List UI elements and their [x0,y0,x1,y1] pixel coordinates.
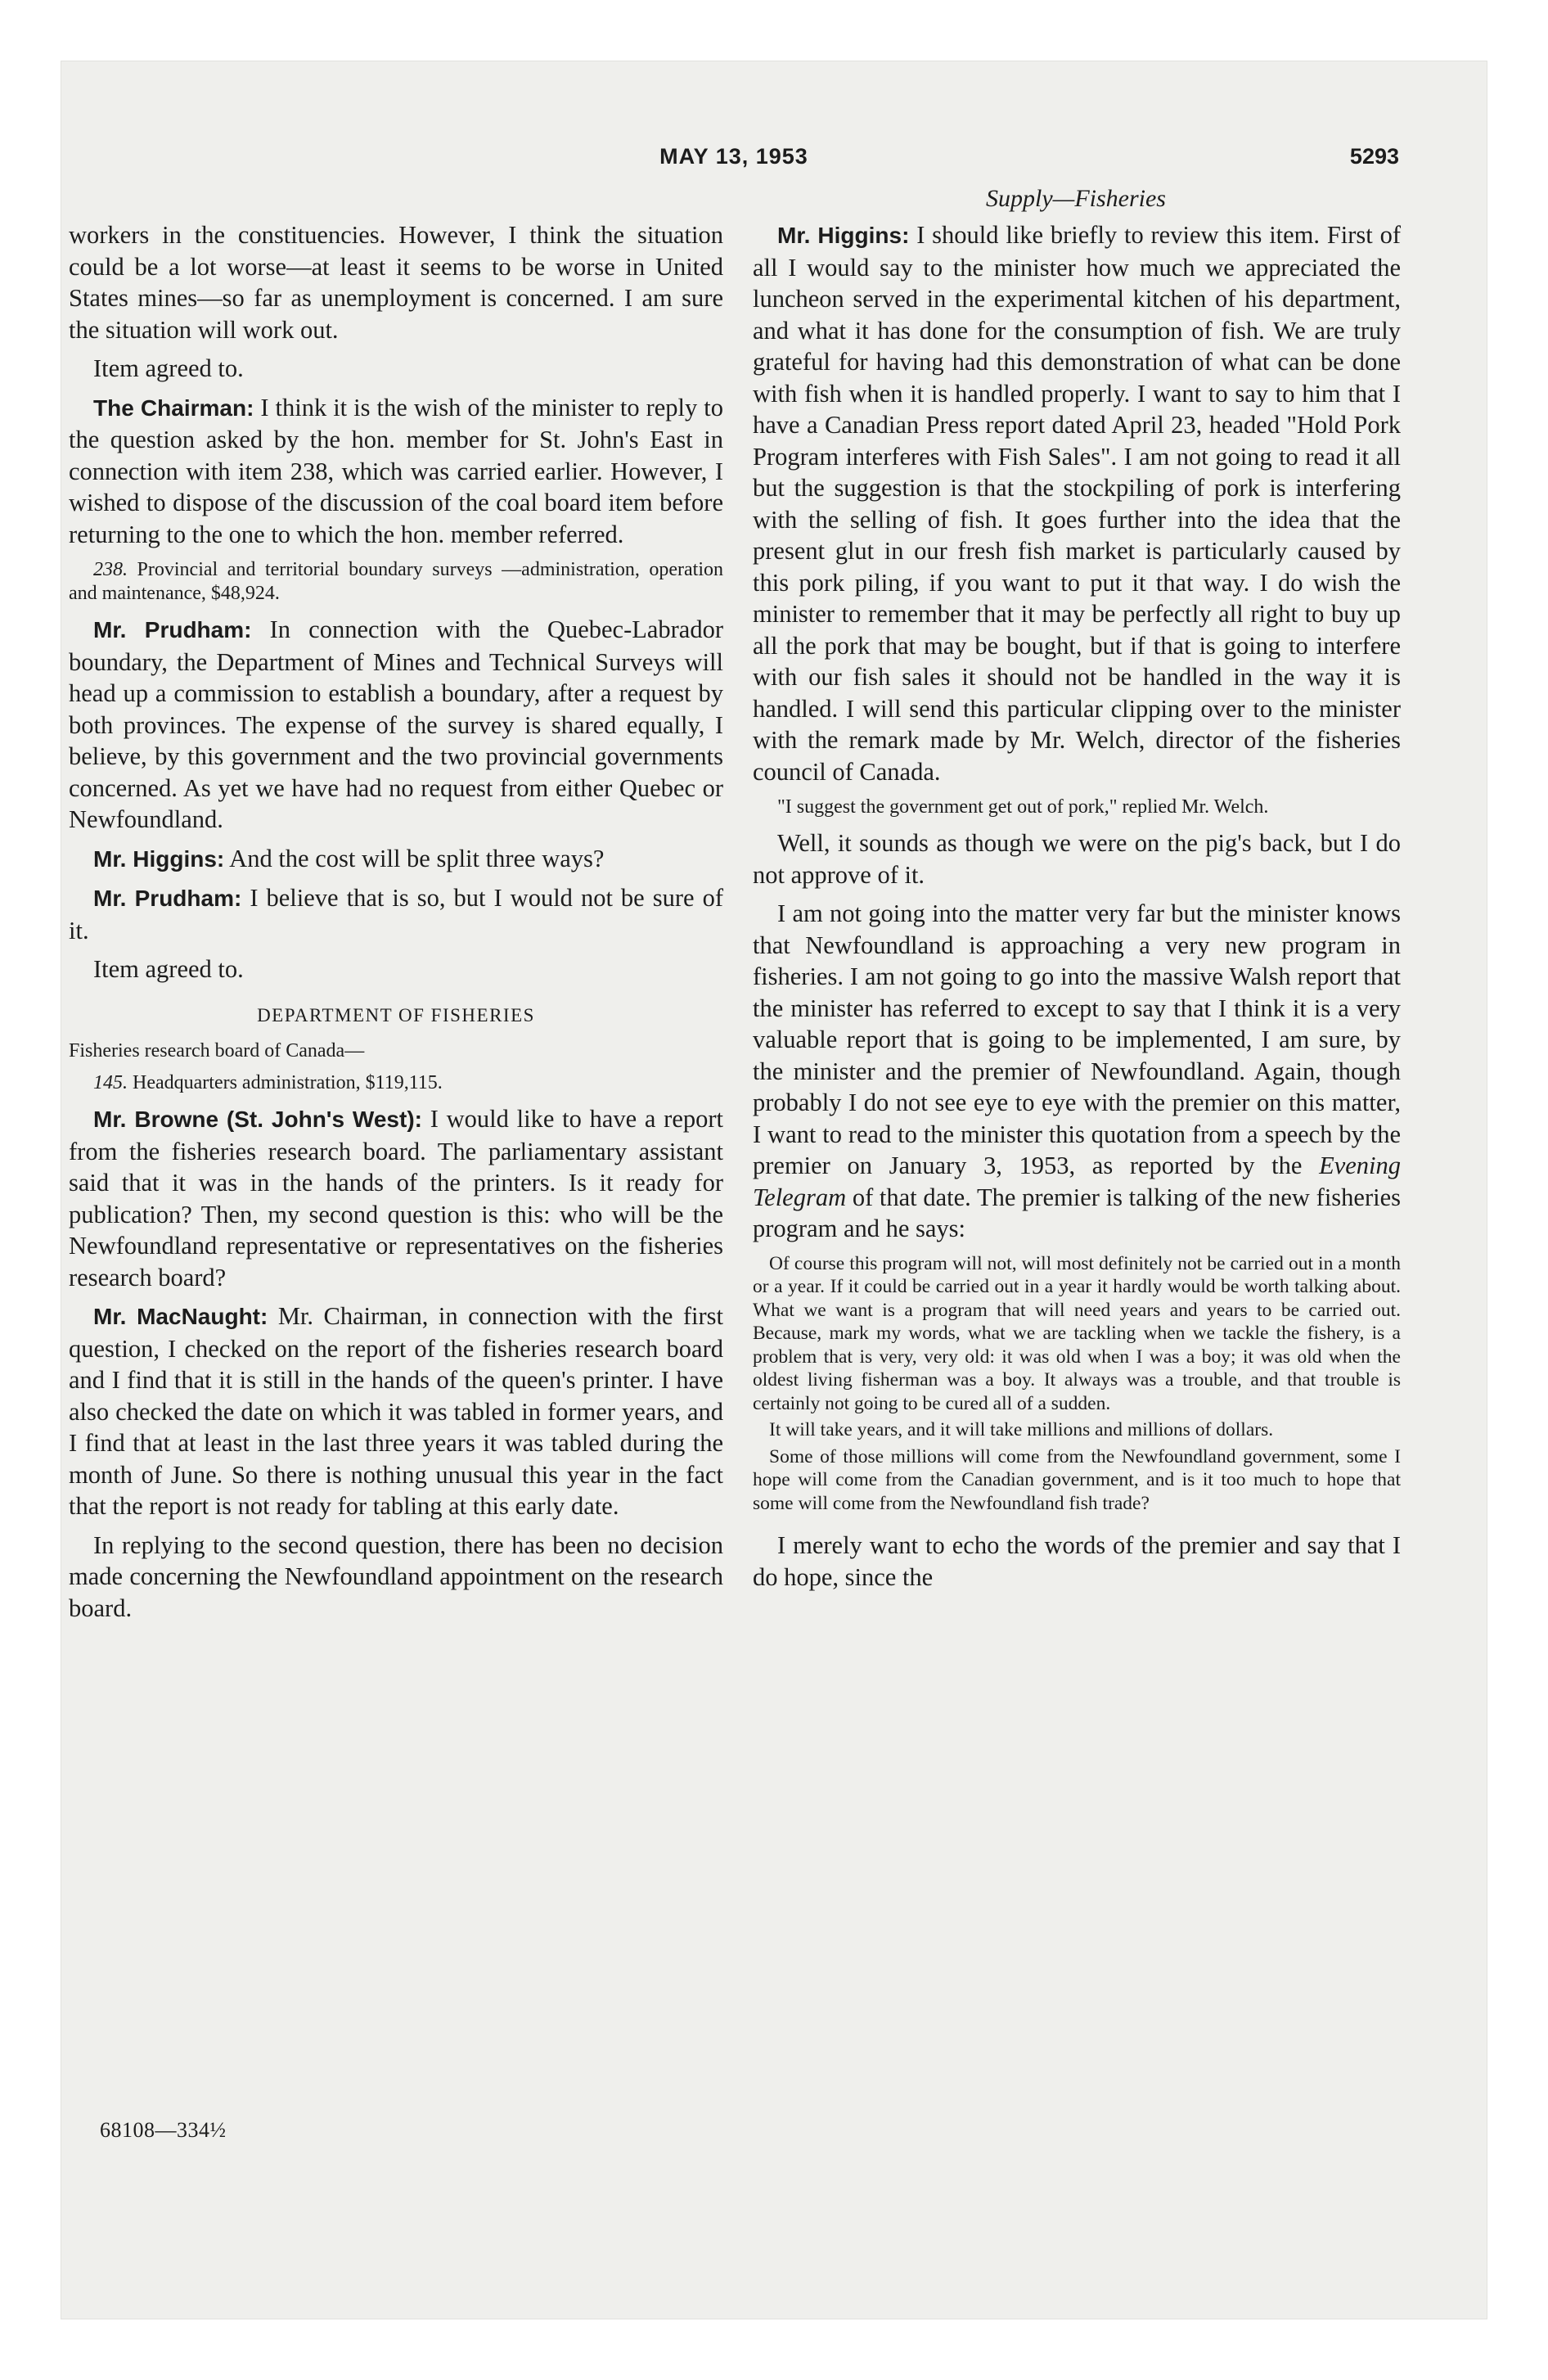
speaker-name: Mr. Prudham: [93,617,252,642]
header-date: MAY 13, 1953 [659,144,808,169]
paragraph: I merely want to echo the words of the premier and say that I do hope, since the [753,1531,1401,1591]
item-agreed: Item agreed to. [93,354,244,382]
speaker-name: Mr. Higgins: [777,223,910,248]
item-number: 238. [93,559,128,580]
speaker-name: Mr. MacNaught: [93,1304,268,1329]
item-238 [69,558,723,606]
item-agreed: Item agreed to. [93,955,244,983]
paragraph [69,1300,723,1522]
paragraph: In replying to the second question, there has been no decision made concerning the Newfoundland appointment on the research board. [69,1530,723,1622]
speaker-name: Mr. Browne (St. John's West): [93,1107,422,1132]
item-text: Provincial and territorial boundary surveys —administration, operation and maintenance, $48,924. [69,559,723,604]
paragraph: workers in the constituencies. However, I think the situation could be a lot worse—at least it seems to be worse in United States mines—so far as unemployment is concerned. I am sure the situation will work out. [69,221,723,344]
item-number: 145. [93,1072,128,1093]
speaker-name: Mr. Prudham: [93,886,242,911]
publication-title: Evening Telegram [753,1152,1401,1211]
paragraph [753,898,1401,1245]
speech-text: of that date. The premier is talking of the new fisheries program and he says: [753,1183,1401,1242]
quotation: "I suggest the government get out of pork," replied Mr. Welch. [777,796,1269,818]
speech-text: I think it is the wish of the minister to reply to the question asked by the hon. member for St. John's East in connection with item 238, which was carried earlier. However, I wished to dispose of the discussion of the coal board item before returning to the one to which the hon. member referred. [69,393,723,548]
department-heading: DEPARTMENT OF FISHERIES [257,1004,535,1025]
paragraph [69,614,723,836]
signature-mark: 68108—334½ [100,2118,227,2142]
speaker-name: Mr. Higgins: [93,845,225,872]
speech-text: I believe that is so, but I would not be sure of it. [69,884,723,944]
speech-text: I should like briefly to review this item. First of all I would say to the minister how much we appreciated the luncheon served in the experimental kitchen of his department, and what it has done for the consumption of fish. We are truly grateful for having had this demonstration of what can be done with fish when it is handled properly. I want to say to him that I have a Canadian Press report dated April 23, headed "Hold Pork Program interferes with Fish Sales". I am not going to read it all but the suggestion is that the stockpiling of pork is interfering with the selling of fish. It goes further into the idea that the present glut in our fresh fish market is particularly caused by this pork piling, if you want to put it that way. I do wish the minister to remember that it may be perfectly all right to buy up all the pork that may be bought, but if that is going to interfere with our fish sales it should not be handled in the way it is handled. I will send this particular clipping over to the minister with the remark made by Mr. Welch, director of the fisheries council of Canada. [753,221,1401,786]
speech-text: I would like to have a report from the fisheries research board. The parliamentary assistant said that it was in the hands of the printers. Is it ready for publication? Then, my second question is this: who will be the Newfoundland representative or representatives on the fisheries research board? [69,1105,723,1291]
speech-text: Mr. Chairman, in connection with the first question, I checked on the report of the fisheries research board and I find that it is still in the hands of the queen's printer. I have also checked the date on which it was tabled in former years, and I find that at least in the last three years it was tabled during the month of June. So there is nothing unusual this year in the fact that the report is not ready for tabling at this early date. [69,1302,723,1520]
speaker-name: The Chairman: [93,394,254,421]
paragraph [69,843,723,876]
speech-text: And the cost will be split three ways? [224,844,605,872]
speech-text: I am not going into the matter very far but the minister knows that Newfoundland is approaching a very new program in fisheries. I am not going to go into the massive Walsh report that the minister has referred to except to say that I think it is a very valuable report that is going to be implemented, I am sure, by the minister and the premier of Newfoundland. Again, though probably I do not see eye to eye with the premier on this matter, I want to read to the minister this quotation from a speech by the premier on January 3, 1953, as reported by the [753,899,1401,1179]
paragraph [69,882,723,946]
item-text: Headquarters administration, $119,115. [128,1072,443,1093]
paragraph: Well, it sounds as though we were on the pig's back, but I do not approve of it. [753,829,1401,889]
paragraph [69,392,723,551]
speech-text: In connection with the Quebec-Labrador boundary, the Department of Mines and Technical Surveys will head up a commission to establish a boundary, after a request by both provinces. The expense of the survey is shared equally, I believe, by this government and the two provincial governments concerned. As yet we have had no request from either Quebec or Newfoundland. [69,615,723,833]
quotation: It will take years, and it will take millions and millions of dollars. [769,1419,1274,1440]
item-145 [69,1071,723,1095]
left-column [69,219,723,1624]
page-header [69,144,1399,180]
right-column [753,219,1401,1593]
paragraph [753,219,1401,787]
board-line: Fisheries research board of Canada— [69,1040,365,1062]
quotation: Of course this program will not, will most definitely not be carried out in a month or a year. If it could be carried out in a year it hardly would be worth talking about. What we want is a program that will need years and years to be carried out. Because, mark my words, what we are tackling when we tackle the fishery, is a problem that is very, very old: it was old when I was a boy; it was old when the oldest living fisherman was a boy. It always was a trouble, and that trouble is certainly not going to be cured all of a sudden. [753,1252,1401,1414]
quotation: Some of those millions will come from the Newfoundland government, some I hope will come from the Canadian government, and is it too much to hope that some will come from the Newfoundland fish trade? [753,1445,1401,1514]
running-head: Supply—Fisheries [986,185,1166,212]
page-number: 5293 [1349,144,1399,169]
paragraph [69,1103,723,1293]
